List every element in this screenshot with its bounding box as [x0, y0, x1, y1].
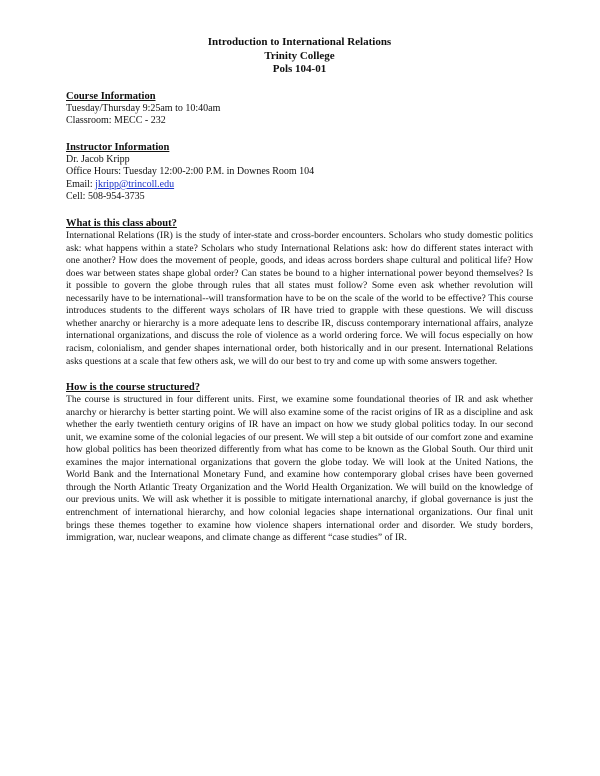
- structure-paragraph: The course is structured in four different units. First, we examine some foundational theories of IR and ask whether anarchy or hierarchy is better starting point. We will also examine some of the racist origins of IR as a discipline and ask whether the early twentieth century origins of IR have an impact on how we study global politics today. In our second unit, we examine some of the colonial legacies of our present. We will step a bit outside of our comfort zone and examine how global politics has been theorized differently from what has come to be known as the Global South. Our third unit examines the major international organizations that govern the globe today. We will look at the United Nations, the World Bank and the International Monetary Fund, and examine how contemporary global crises have been governed through the North Atlantic Treaty Organization and the World Health Organization. We will build on the knowledge of our previous units. We will ask whether it is possible to mitigate international anarchy, if global governance is just the entrenchment of international hierarchy, and how colonial legacies shape international organizations. Our final unit brings these themes together to examine how violence shapers international order and disorder. We study borders, immigration, war, nuclear weapons, and climate change as different “case studies” of IR.: [66, 394, 533, 544]
- syllabus-page: [66, 36, 533, 545]
- course-schedule: Tuesday/Thursday 9:25am to 10:40am: [66, 102, 221, 114]
- course-code: Pols 104-01: [272, 63, 327, 75]
- cell-phone: Cell: 508-954-3735: [66, 191, 145, 203]
- about-paragraph: International Relations (IR) is the study of inter-state and cross-border encounters. Scholars who study domestic politics ask: what happens within a state? Scholars who study International Relations ask: how do different states interact with one another? How does the movement of people, goods, and ideas across borders shape cultural and political life? How does war between states shape global order? Can states be bound to a higher international power beyond themselves? Is it possible to govern the globe through rules that all states must follow? Some even ask whether revolution will necessarily have to be international--will transformation have to be on the scale of the world to be effective? This course introduces students to the different ways scholars of IR have tried to grapple with these questions. We will discuss whether anarchy or hierarchy is a more adequate lens to describe IR, discuss contemporary international affairs, analyze international organizations, and discuss the role of violence as a world ordering force. We will focus especially on how racism, colonialism, and gender shapes international order, both historically and in our present. International Relations asks questions at a scale that few others ask, we will do our best to try and come up with some answers together.: [66, 230, 533, 367]
- course-classroom: Classroom: MECC - 232: [66, 115, 166, 127]
- about-section: [66, 217, 533, 368]
- course-title: Introduction to International Relations: [207, 36, 392, 48]
- email-label: Email:: [66, 178, 96, 190]
- email-link[interactable]: jkripp@trincoll.edu: [95, 178, 175, 190]
- email-line: [66, 179, 533, 192]
- instructor-information-section: [66, 141, 533, 204]
- structure-heading: How is the course structured?: [66, 382, 200, 394]
- structure-section: [66, 381, 533, 545]
- instructor-name: Dr. Jacob Kripp: [66, 153, 130, 165]
- document-header: [66, 36, 533, 77]
- course-information-heading: Course Information: [66, 90, 156, 102]
- about-heading: What is this class about?: [66, 218, 177, 230]
- course-information-section: [66, 90, 533, 128]
- college-name: Trinity College: [264, 49, 335, 62]
- office-hours: Office Hours: Tuesday 12:00-2:00 P.M. in Downes Room 104: [66, 166, 315, 178]
- instructor-information-heading: Instructor Information: [66, 141, 170, 153]
